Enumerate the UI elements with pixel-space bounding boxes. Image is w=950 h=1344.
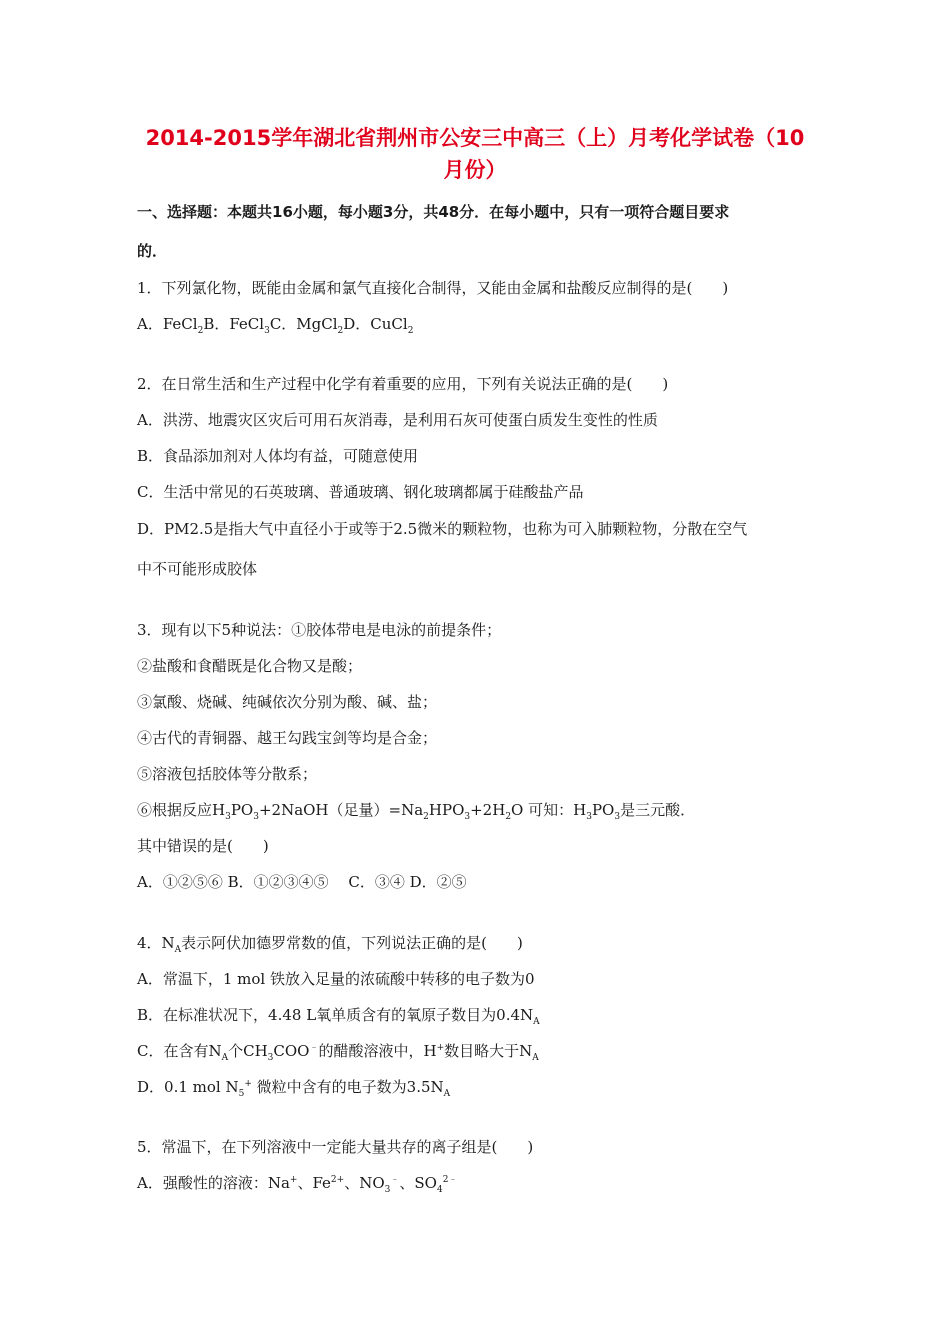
q3-statement-2: ②盐酸和食醋既是化合物又是酸； <box>137 657 363 675</box>
q1-option-c: C．MgCl <box>269 315 338 333</box>
q2-stem: 2．在日常生活和生产过程中化学有着重要的应用，下列有关说法正确的是( ) <box>137 375 669 393</box>
q2-option-b: B．食品添加剂对人体均有益，可随意使用 <box>137 447 419 465</box>
q3-statement-5: ⑤溶液包括胶体等分散系； <box>137 765 318 783</box>
q3-statement-4: ④古代的青铜器、越王勾践宝剑等均是合金； <box>137 729 438 747</box>
q3-options: A．①②⑤⑥ B．①②③④⑤ C．③④ D．②⑤ <box>137 873 467 891</box>
section-heading-cont: 的． <box>137 242 168 260</box>
q2-option-c: C．生活中常见的石英玻璃、普通玻璃、钢化玻璃都属于硅酸盐产品 <box>137 483 584 501</box>
q5-stem: 5．常温下，在下列溶液中一定能大量共存的离子组是( ) <box>137 1138 534 1156</box>
q5-option-a: A．强酸性的溶液：Na+、$Fe^{2+}$、$NO_3^﹣$、$SO_4^{2﹣}$ <box>137 1174 458 1195</box>
q1-option-d: D．CuCl <box>343 315 408 333</box>
q1-option-a: A．FeCl <box>137 315 198 333</box>
q2-option-a: A．洪涝、地震灾区灾后可用石灰消毒，是利用石灰可使蛋白质发生变性的性质 <box>137 411 658 429</box>
q3-question: 其中错误的是( ) <box>137 837 269 855</box>
q4-option-d: D．0.1 mol $N_5^+$ 微粒中含有的电子数为$3.5N_A$ <box>137 1078 451 1099</box>
section-heading: 一、选择题：本题共16小题，每小题3分，共48分．在每小题中，只有一项符合题目要求 <box>137 203 730 221</box>
q1-options: A．FeCl$_2$B．FeCl$_3$C．MgCl$_2$D．CuCl$_2$ <box>137 315 414 336</box>
q3-statement-3: ③氯酸、烧碱、纯碱依次分别为酸、碱、盐； <box>137 693 438 711</box>
q1-stem: 1．下列氯化物，既能由金属和氯气直接化合制得，又能由金属和盐酸反应制得的是( ) <box>137 279 729 297</box>
q3-stem: 3．现有以下5种说法：①胶体带电是电泳的前提条件； <box>137 621 502 639</box>
q4-option-c: C．在含有$N_A$个$CH_3COO^﹣$的醋酸溶液中，H+数目略大于$N_A$ <box>137 1042 539 1063</box>
q1-option-b: B．FeCl <box>203 315 265 333</box>
q2-option-d: D．PM2.5是指大气中直径小于或等于2.5微米的颗粒物，也称为可入肺颗粒物，分散在空气 <box>137 520 748 538</box>
title-line-2: 月份） <box>443 158 507 182</box>
exam-title <box>120 122 830 186</box>
q2-option-d-cont: 中不可能形成胶体 <box>137 560 258 578</box>
q4-stem: 4．$N_A$表示阿伏加德罗常数的值，下列说法正确的是( ) <box>137 934 523 955</box>
title-line-1: 2014-2015学年湖北省荆州市公安三中高三（上）月考化学试卷（10 <box>145 126 805 150</box>
q4-option-b: B．在标准状况下，4.48 L氧单质含有的氧原子数目为$0.4N_A$ <box>137 1006 540 1027</box>
q3-statement-6: ⑥根据反应$H_3PO_3+2NaOH$（足量）$=Na_2HPO_3+2H_2O$ 可知：$H_3PO_3$是三元酸． <box>137 801 696 822</box>
q4-option-a: A．常温下，1 mol 铁放入足量的浓硫酸中转移的电子数为0 <box>137 970 535 988</box>
